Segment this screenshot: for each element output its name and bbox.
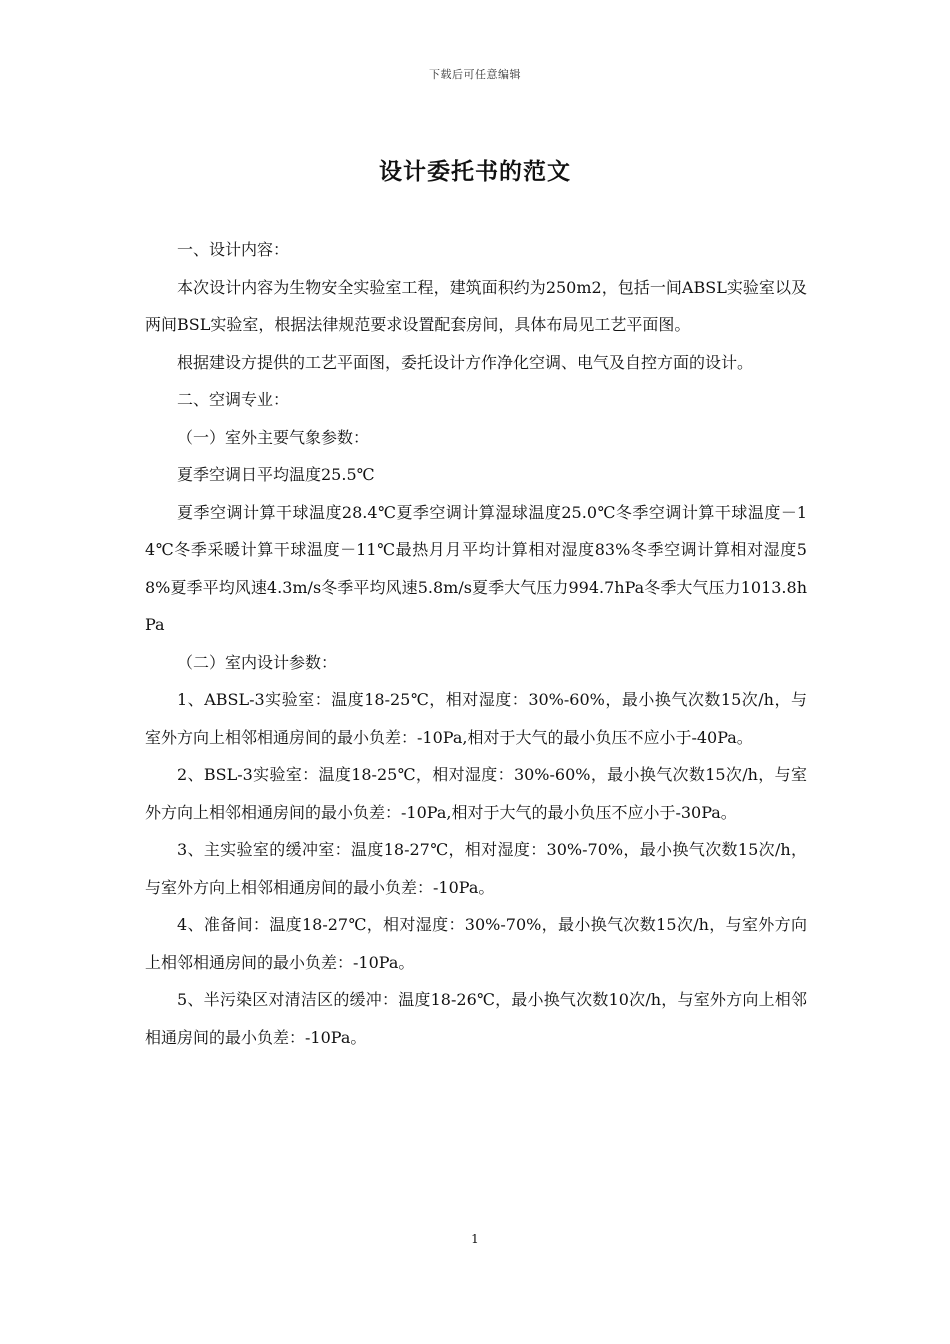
header-note: 下载后可任意编辑	[429, 68, 521, 81]
list-item-bsl3-lab: 2、BSL-3实验室：温度18-25℃，相对湿度：30%-60%，最小换气次数15次/h，与室外方向上相邻相通房间的最小负差：-10Pa,相对于大气的最小负压不应小于-30Pa。	[145, 765, 807, 822]
page-number: 1	[471, 1232, 479, 1246]
subsection-heading-indoor-parameters: （二）室内设计参数：	[177, 652, 338, 672]
paragraph-outdoor-parameters: 夏季空调计算干球温度28.4℃夏季空调计算湿球温度25.0℃冬季空调计算干球温度－14℃冬季采暖计算干球温度－11℃最热月月平均计算相对湿度83%冬季空调计算相对湿度58%夏季平均风速4.3m/s冬季平均风速5.8m/s夏季大气压力994.7hPa冬季大气压力1013.8hPa	[145, 502, 807, 634]
section-heading-design-content: 一、设计内容：	[177, 240, 290, 259]
document-body	[145, 231, 807, 1056]
subsection-heading-outdoor-parameters: （一）室外主要气象参数：	[177, 427, 370, 447]
paragraph-design-commission: 根据建设方提供的工艺平面图，委托设计方作净化空调、电气及自控方面的设计。	[177, 352, 754, 372]
list-item-absl3-lab: 1、ABSL-3实验室：温度18-25℃，相对湿度：30%-60%，最小换气次数15次/h，与室外方向上相邻相通房间的最小负差：-10Pa,相对于大气的最小负压不应小于-40Pa。	[145, 690, 807, 747]
section-heading-hvac: 二、空调专业：	[177, 390, 290, 409]
document-title: 设计委托书的范文	[379, 158, 571, 185]
list-item-semi-contaminated-buffer: 5、半污染区对清洁区的缓冲：温度18-26℃，最小换气次数10次/h，与室外方向上相邻相通房间的最小负差：-10Pa。	[145, 990, 807, 1047]
list-item-buffer-room: 3、主实验室的缓冲室：温度18-27℃，相对湿度：30%-70%，最小换气次数15次/h，与室外方向上相邻相通房间的最小负差：-10Pa。	[145, 840, 807, 897]
list-item-preparation-room: 4、准备间：温度18-27℃，相对湿度：30%-70%，最小换气次数15次/h，与室外方向上相邻相通房间的最小负差：-10Pa。	[145, 915, 807, 972]
paragraph-design-scope: 本次设计内容为生物安全实验室工程，建筑面积约为250m2，包括一间ABSL实验室以及两间BSL实验室，根据法律规范要求设置配套房间，具体布局见工艺平面图。	[145, 277, 807, 334]
paragraph-summer-daily-temperature: 夏季空调日平均温度25.5℃	[177, 465, 375, 484]
